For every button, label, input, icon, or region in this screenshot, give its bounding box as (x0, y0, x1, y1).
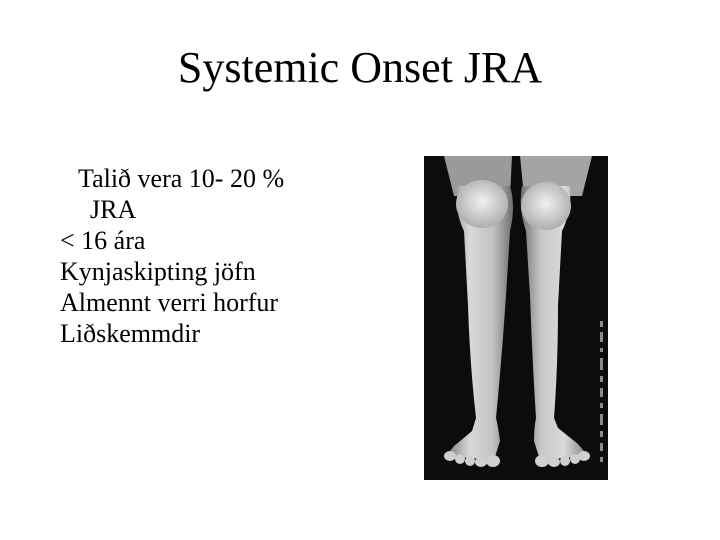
bullet-list (60, 163, 330, 349)
bullet-item: Liðskemmdir (60, 319, 201, 348)
bullet-item: < 16 ára (60, 226, 146, 255)
bullet-text: Talið vera 10- 20 % (78, 164, 285, 193)
slide-title: Systemic Onset JRA (177, 43, 543, 92)
legs-photo (424, 156, 608, 480)
bullet-item (60, 163, 330, 225)
legs-illustration (424, 156, 608, 480)
bullet-text-continuation: JRA (90, 195, 137, 224)
bullet-item: Kynjaskipting jöfn (60, 257, 256, 286)
bullet-item: Almennt verri horfur (60, 288, 279, 317)
